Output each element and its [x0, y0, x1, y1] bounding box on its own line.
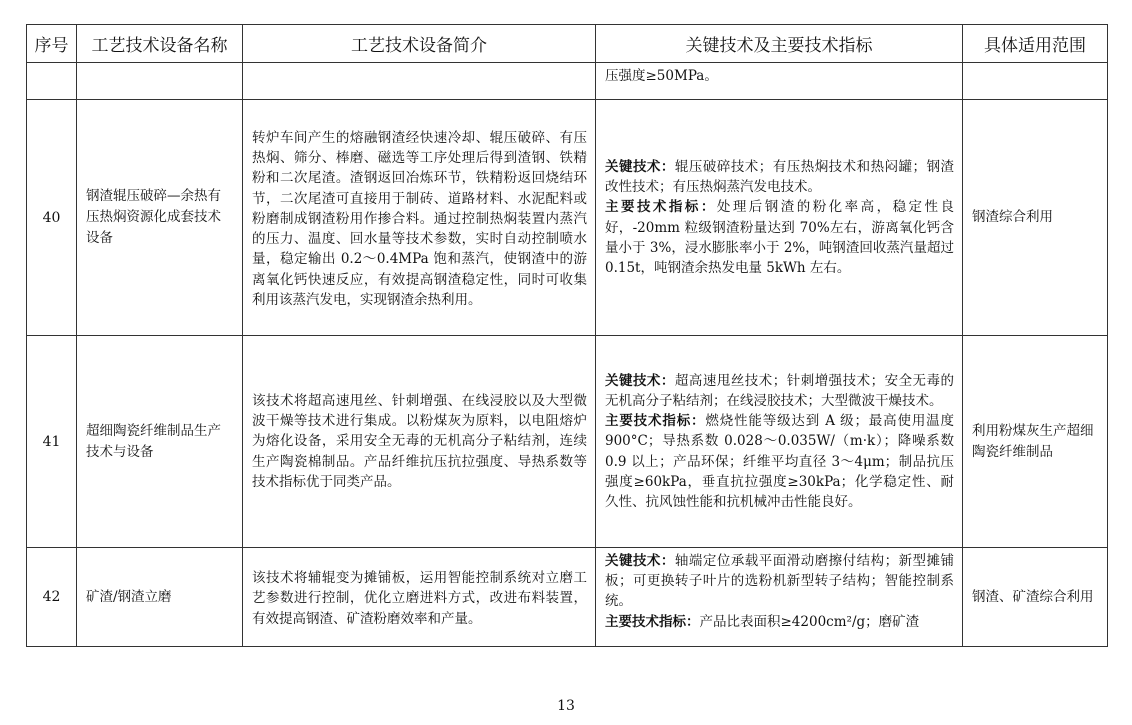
cell-num: 42	[27, 548, 77, 647]
cell-name: 超细陶瓷纤维制品生产技术与设备	[77, 336, 243, 548]
table-row	[27, 100, 1108, 336]
cell-scope	[963, 63, 1108, 100]
cell-num	[27, 63, 77, 100]
main-index-text: 燃烧性能等级达到 A 级；最高使用温度 900°C；导热系数 0.028～0.035W/（m·k）；降噪系数 0.9 以上；产品环保；纤维平均直径 3～4μm；制品抗压强度≥60kPa，垂直抗拉强度≥30kPa；化学稳定性、耐久性、抗风蚀性能和抗机械冲击性能良好。	[605, 413, 954, 510]
cell-scope: 钢渣综合利用	[963, 100, 1108, 336]
cell-intro: 该技术将辅辊变为摊铺板，运用智能控制系统对立磨工艺参数进行控制，优化立磨进料方式，改进布料装置，有效提高钢渣、矿渣粉磨效率和产量。	[243, 548, 596, 647]
cell-tech	[596, 548, 963, 647]
table-header-row	[27, 25, 1108, 63]
cell-intro: 该技术将超高速甩丝、针刺增强、在线浸胶以及大型微波干燥等技术进行集成。以粉煤灰为原料，以电阻熔炉为熔化设备，采用安全无毒的无机高分子粘结剂，连续生产陶瓷棉制品。产品纤维抗压抗拉强度、导热系数等技术指标优于同类产品。	[243, 336, 596, 548]
main-index-paragraph	[605, 197, 954, 278]
cell-intro	[243, 63, 596, 100]
page-number: 13	[557, 698, 575, 714]
cell-name: 钢渣辊压破碎—余热有压热焖资源化成套技术设备	[77, 100, 243, 336]
header-intro: 工艺技术设备简介	[243, 25, 596, 63]
key-tech-text: 辊压破碎技术；有压热焖技术和热闷罐；钢渣改性技术；有压热焖蒸汽发电技术。	[605, 158, 955, 196]
main-index-label: 主要技术指标：	[605, 413, 706, 430]
key-tech-label: 关键技术：	[605, 158, 675, 175]
main-index-label: 主要技术指标：	[605, 199, 717, 216]
cell-tech	[596, 336, 963, 548]
key-tech-paragraph	[605, 371, 954, 411]
table-row-continuation	[27, 63, 1108, 100]
header-scope: 具体适用范围	[963, 25, 1108, 63]
header-serial: 序号	[27, 25, 77, 63]
main-index-text: 产品比表面积≥4200cm²/g；磨矿渣	[699, 613, 920, 630]
key-tech-text: 超高速甩丝技术；针刺增强技术；安全无毒的无机高分子粘结剂；在线浸胶技术；大型微波干燥技术。	[605, 372, 955, 409]
key-tech-label: 关键技术：	[605, 553, 675, 569]
header-name: 工艺技术设备名称	[77, 25, 243, 63]
cell-name	[77, 63, 243, 100]
table-row	[27, 548, 1108, 647]
table-row	[27, 336, 1108, 548]
cell-num: 40	[27, 100, 77, 336]
main-index-label: 主要技术指标：	[605, 613, 700, 630]
cell-scope: 利用粉煤灰生产超细陶瓷纤维制品	[963, 336, 1108, 548]
key-tech-text: 轴端定位承载平面滑动磨擦付结构；新型摊铺板；可更换转子叶片的选粉机新型转子结构；智能控制系统。	[605, 553, 955, 610]
key-tech-paragraph	[605, 157, 954, 197]
cell-intro: 转炉车间产生的熔融钢渣经快速冷却、辊压破碎、有压热焖、筛分、棒磨、磁选等工序处理后得到渣钢、铁精粉和二次尾渣。渣钢返回冶炼环节，铁精粉返回烧结环节，二次尾渣可直接用于制砖、道路材料、水泥配料或粉磨制成钢渣粉用作掺合料。通过控制热焖装置内蒸汽的压力、温度、回水量等技术参数，实时自动控制喷水量，稳定输出 0.2～0.4MPa 饱和蒸汽，使钢渣中的游离氧化钙快速反应，有效提高钢渣稳定性，同时可收集利用该蒸汽发电，实现钢渣余热利用。	[243, 100, 596, 336]
main-index-paragraph	[605, 612, 954, 632]
key-tech-label: 关键技术：	[605, 372, 675, 389]
main-index-text: 处理后钢渣的粉化率高，稳定性良好，-20mm 粒级钢渣粉量达到 70%左右，游离氧化钙含量小于 3%，浸水膨胀率小于 2%，吨钢渣回收蒸汽量超过 0.15t，吨钢渣余热发电量 5kWh 左右。	[605, 199, 955, 276]
main-index-paragraph	[605, 411, 954, 512]
cell-tech	[596, 100, 963, 336]
key-tech-paragraph	[605, 551, 954, 612]
cell-num: 41	[27, 336, 77, 548]
header-key-tech: 关键技术及主要技术指标	[596, 25, 963, 63]
cell-scope: 钢渣、矿渣综合利用	[963, 548, 1108, 647]
cell-tech: 压强度≥50MPa。	[596, 63, 963, 100]
technology-table	[26, 24, 1108, 647]
cell-name: 矿渣/钢渣立磨	[77, 548, 243, 647]
